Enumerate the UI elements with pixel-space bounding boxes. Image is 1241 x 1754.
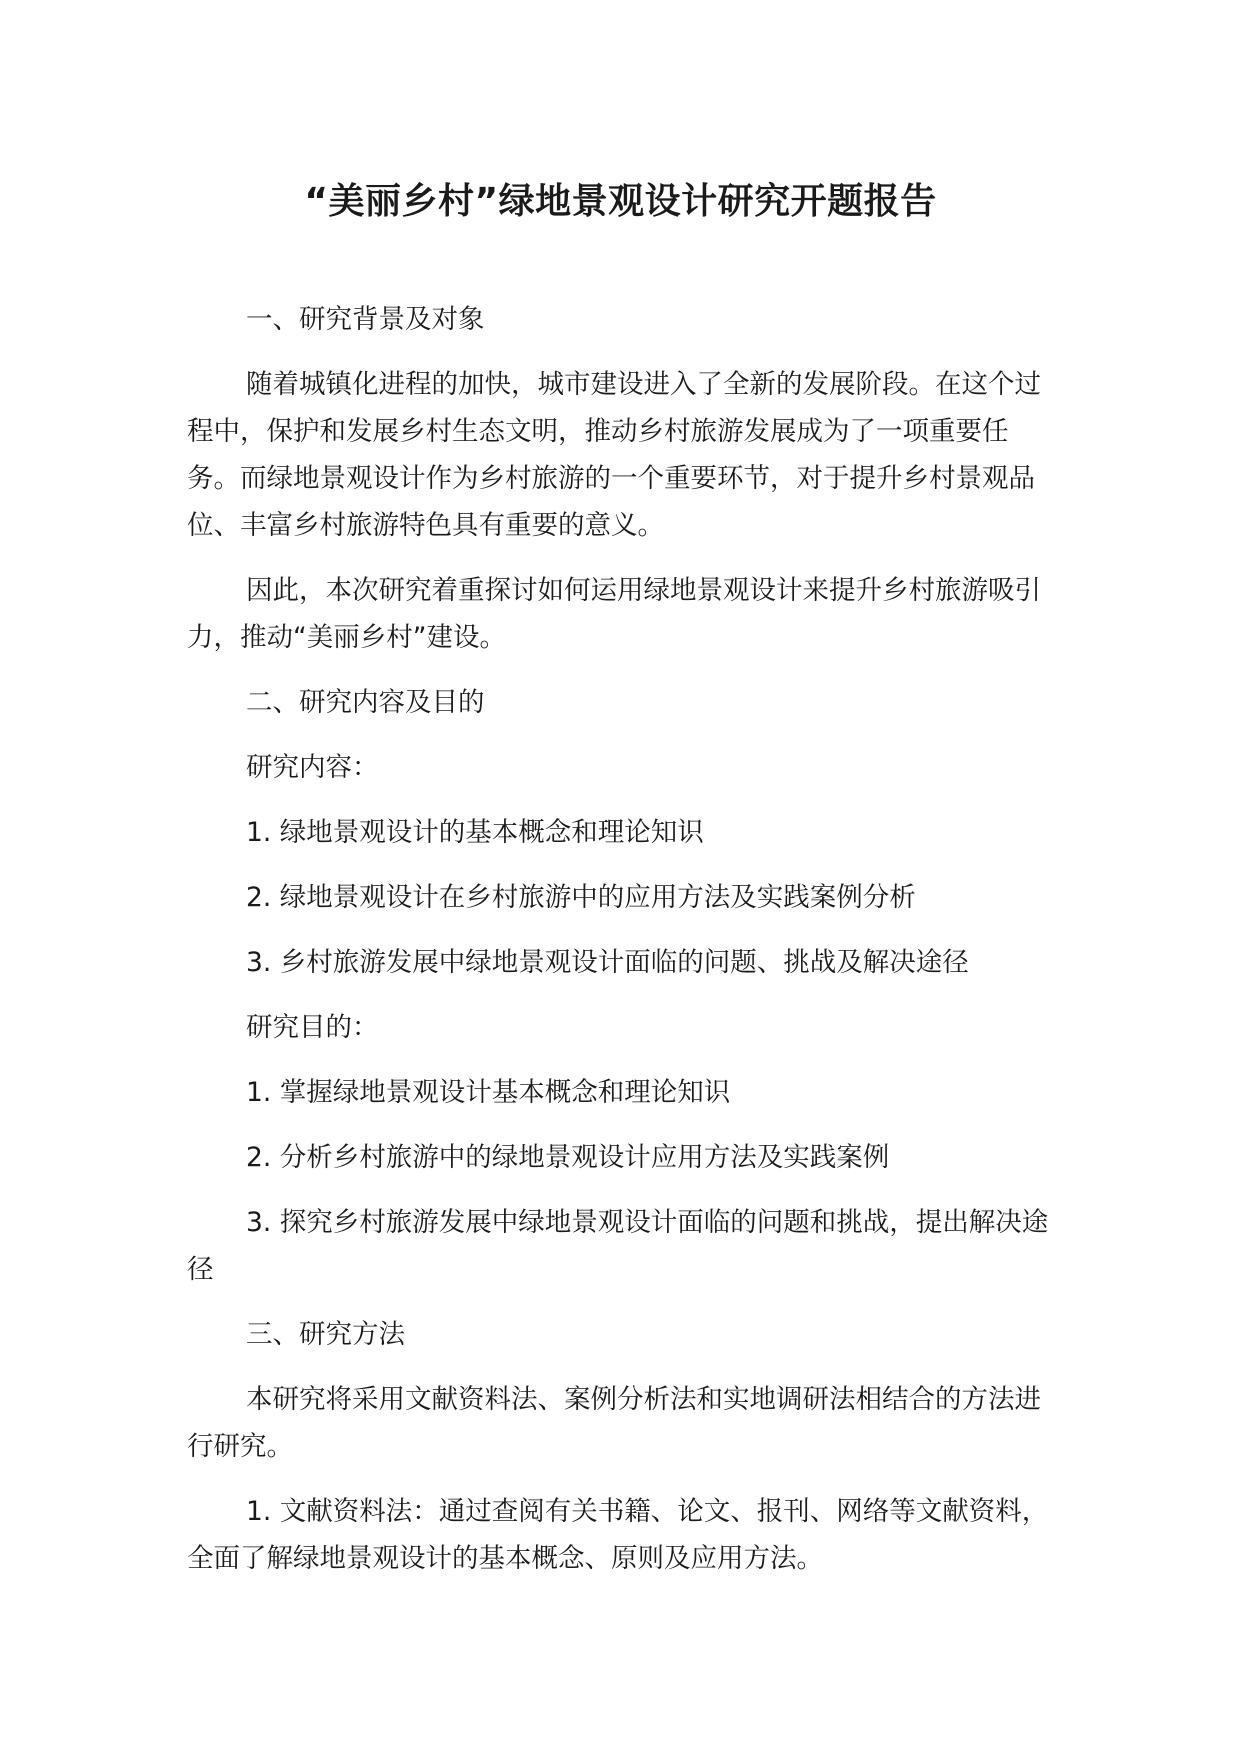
paragraph-background: 随着城镇化进程的加快，城市建设进入了全新的发展阶段。在这个过程中，保护和发展乡村生态文明，推动乡村旅游发展成为了一项重要任务。而绿地景观设计作为乡村旅游的一个重要环节，对于提升乡村景观品位、丰富乡村旅游特色具有重要的意义。 [187, 369, 1041, 541]
list-item: 1. 掌握绿地景观设计基本概念和理论知识 [246, 1077, 731, 1108]
list-item: 3. 探究乡村旅游发展中绿地景观设计面临的问题和挑战，提出解决途径 [187, 1207, 1049, 1285]
section-heading-background: 一、研究背景及对象 [246, 304, 485, 335]
list-item: 2. 分析乡村旅游中的绿地景观设计应用方法及实践案例 [246, 1142, 890, 1173]
list-item: 2. 绿地景观设计在乡村旅游中的应用方法及实践案例分析 [246, 882, 916, 913]
section-heading-methods: 三、研究方法 [246, 1319, 405, 1350]
list-item: 3. 乡村旅游发展中绿地景观设计面临的问题、挑战及解决途径 [246, 947, 969, 978]
subheading-research-content: 研究内容： [246, 752, 379, 783]
subheading-research-goals: 研究目的： [246, 1012, 379, 1043]
section-heading-content-goals: 二、研究内容及目的 [246, 687, 485, 718]
document-title: “美丽乡村”绿地景观设计研究开题报告 [304, 181, 937, 222]
paragraph-purpose-summary: 因此，本次研究着重探讨如何运用绿地景观设计来提升乡村旅游吸引力，推动“美丽乡村”建设。 [187, 575, 1041, 653]
document-body [187, 296, 1057, 1600]
list-item: 1. 绿地景观设计的基本概念和理论知识 [246, 817, 704, 848]
list-item: 1. 文献资料法：通过查阅有关书籍、论文、报刊、网络等文献资料，全面了解绿地景观设计的基本概念、原则及应用方法。 [187, 1496, 1049, 1574]
paragraph-methods: 本研究将采用文献资料法、案例分析法和实地调研法相结合的方法进行研究。 [187, 1384, 1041, 1462]
